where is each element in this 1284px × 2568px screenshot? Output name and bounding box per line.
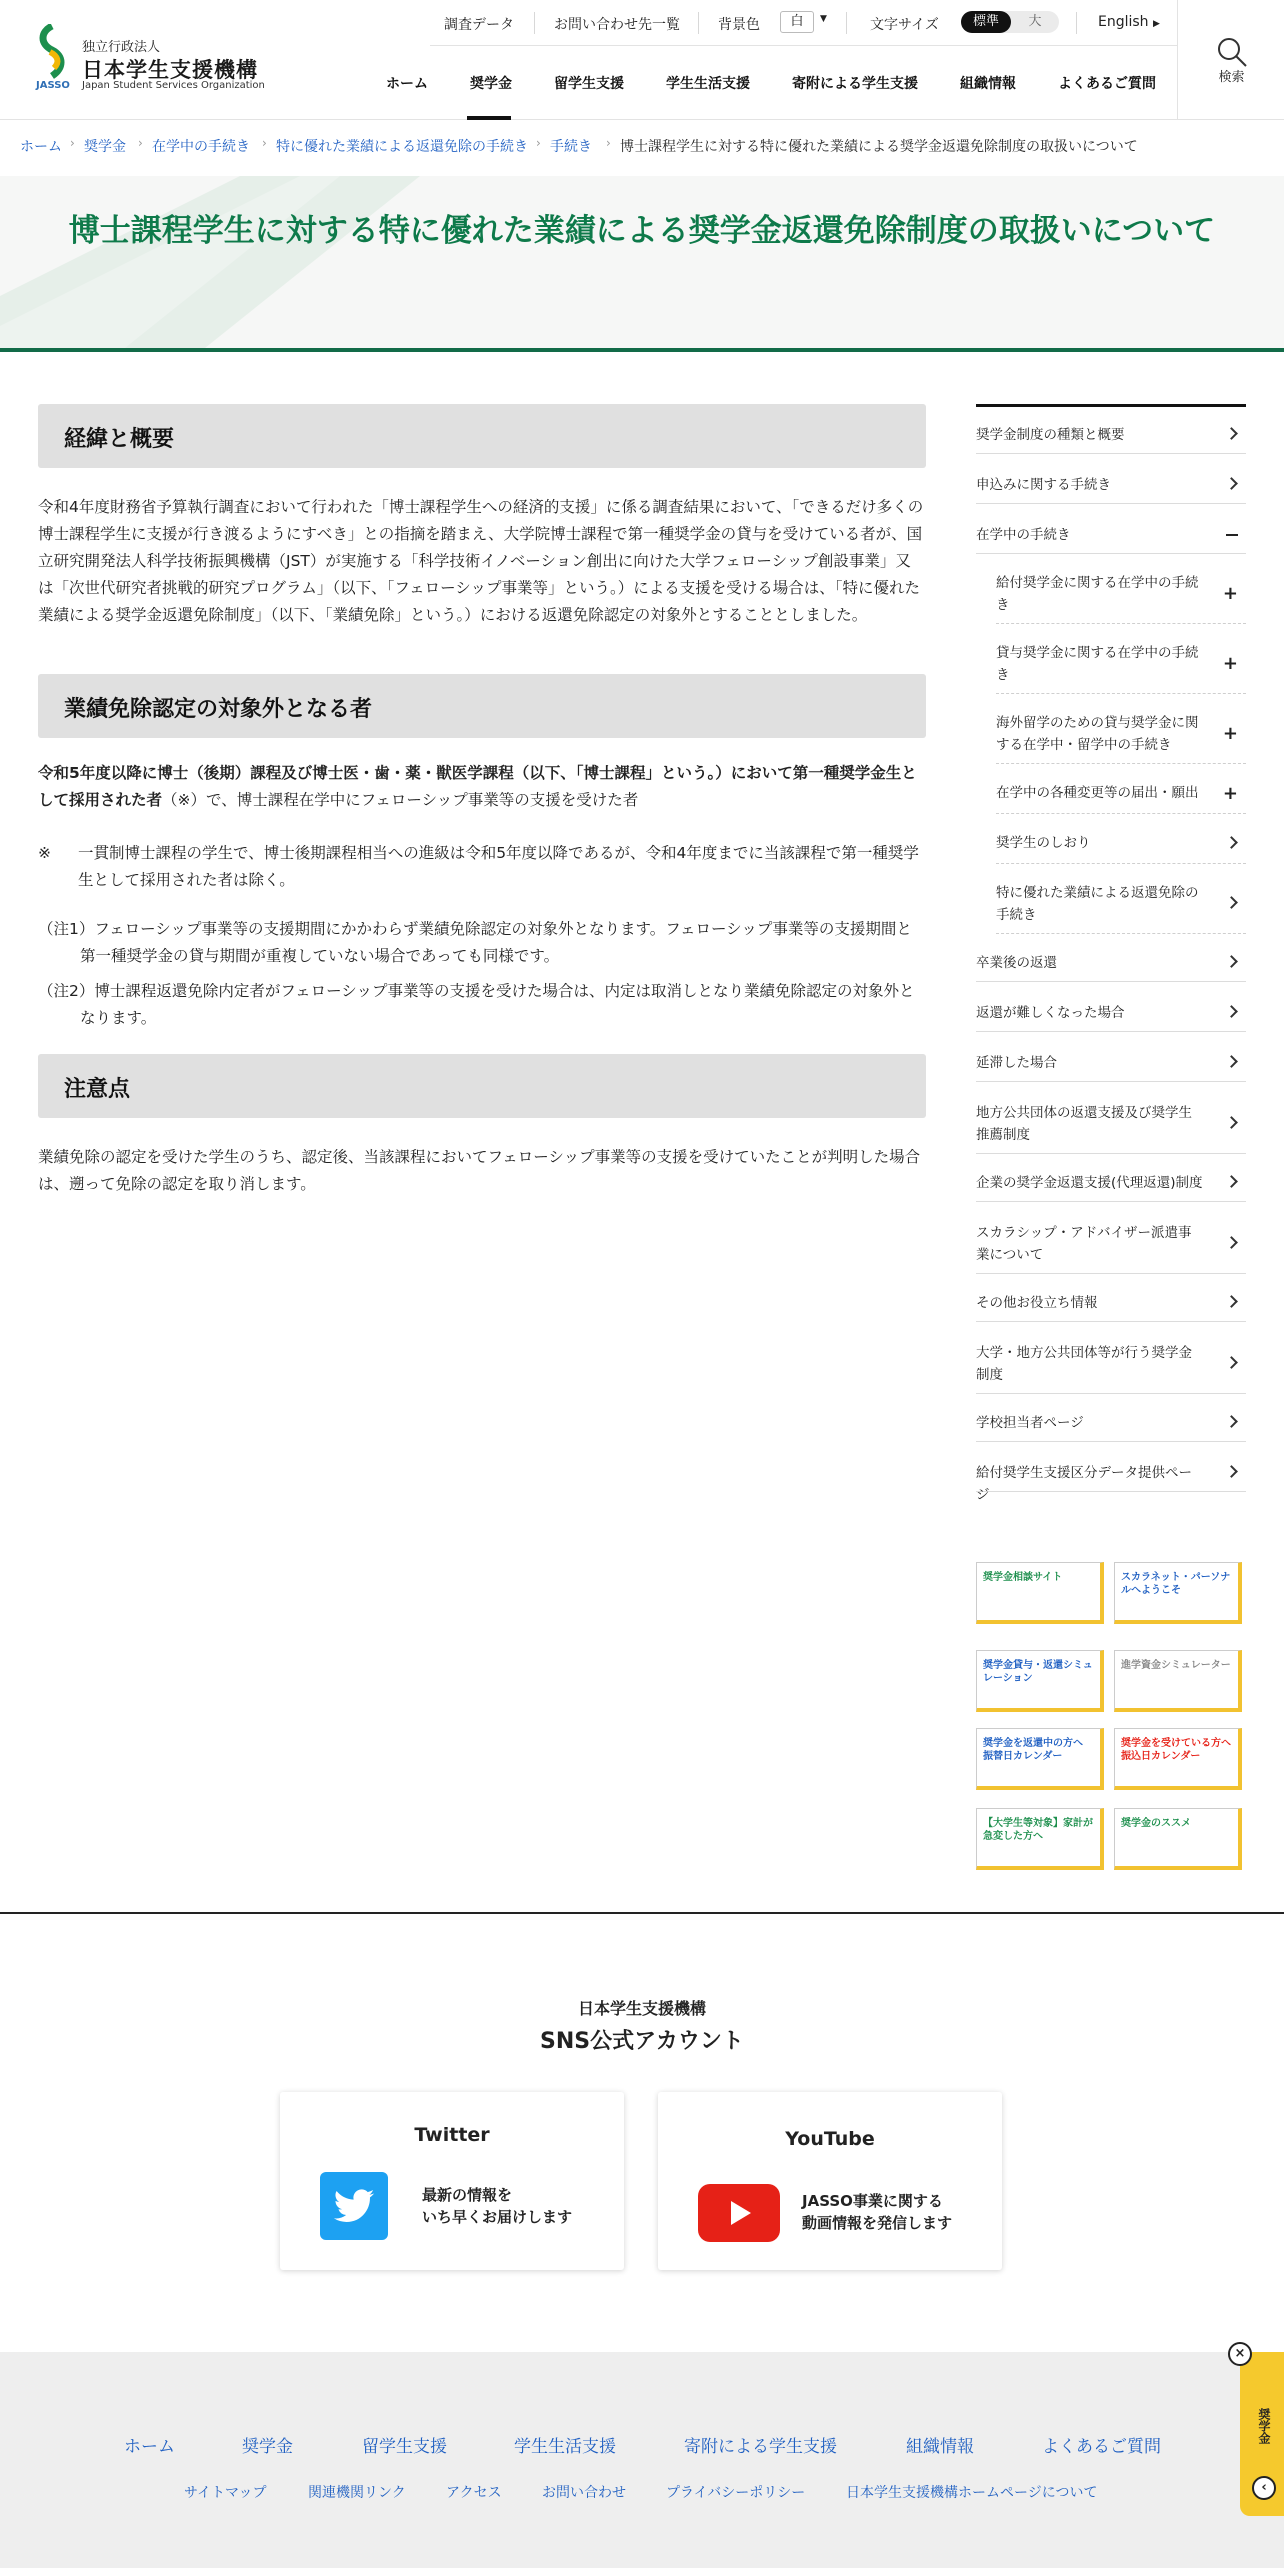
font-size-standard-button[interactable]: 標準 [961,11,1011,33]
youtube-card-text-1: JASSO事業に関する [802,2192,943,2210]
section-heading-caution: 注意点 [64,1077,131,1102]
promo-banner[interactable] [976,1808,1104,1870]
sidebar-item[interactable] [996,774,1246,814]
twitter-card[interactable] [280,2092,624,2270]
caret-right-icon: ▶ [1153,19,1160,29]
promo-banner-text: 進学資金シミュレーター [1121,1660,1231,1671]
english-label: English [1098,14,1149,30]
sidebar-item[interactable] [976,944,1246,982]
promo-banner[interactable] [1114,1650,1242,1712]
sidebar-item[interactable] [996,704,1246,764]
search-button[interactable] [1177,0,1284,120]
section-heading-excluded: 業績免除認定の対象外となる者 [64,697,373,722]
sidebar-item-label: 卒業後の返還 [976,955,1057,971]
gnav-international[interactable]: 留学生支援 [554,76,624,92]
promo-banner-text: 【大学生等対象】家計が急変した方へ [983,1818,1093,1842]
note1-paragraph: （注1）フェローシップ事業等の支援期間にかかわらず業績免除認定の対象外となります。フェローシップ事業等の支援期間と第一種奨学金の貸与期間が重複していない場合であっても同様です。 [38,920,912,965]
chevron-right-icon [1225,1175,1238,1188]
twitter-icon [320,2172,388,2240]
gnav-student-life[interactable]: 学生生活支援 [666,76,750,92]
util-divider [1076,12,1077,34]
chevron-right-icon [1225,1236,1238,1249]
promo-banner[interactable] [976,1728,1104,1790]
footer-contact-link[interactable]: お問い合わせ [542,2485,626,2501]
sidebar-item-label: 海外留学のための貸与奨学金に関する在学中・留学中の手続き [996,715,1199,753]
sidebar-item[interactable] [996,874,1246,934]
site-logo[interactable] [36,24,276,96]
hero-decoration [0,176,420,352]
plus-icon: + [1222,583,1238,604]
promo-banner-text: 奨学金を返還中の方へ 振替日カレンダー [983,1738,1083,1762]
logo-en-name: Japan Student Services Organization [82,80,265,91]
logo-title: 日本学生支援機構 [82,58,258,82]
sidebar-item-label: 特に優れた業績による返還免除の手続き [996,885,1199,923]
sidebar-item[interactable] [976,1164,1246,1202]
sidebar-item[interactable] [976,1044,1246,1082]
promo-banner-text: 奨学金を受けている方へ 振込日カレンダー [1121,1738,1231,1762]
breadcrumb-procedures[interactable]: 手続き [550,139,592,155]
youtube-card[interactable] [658,2092,1002,2270]
promo-banner[interactable] [1114,1808,1242,1870]
sidebar-item[interactable] [976,416,1246,454]
sidebar-item-label: その他お役立ち情報 [976,1295,1098,1311]
hero-underline [0,348,1284,352]
chevron-right-icon [1225,1295,1238,1308]
footer-privacy-link[interactable]: プライバシーポリシー [666,2485,806,2501]
logo-en-abbr: JASSO [36,80,70,91]
footer-nav-student-life[interactable]: 学生生活支援 [514,2437,616,2457]
sidebar-item-label: 給付奨学生支援区分データ提供ページ [976,1465,1192,1503]
sidebar-item-label: 学校担当者ページ [976,1415,1084,1431]
search-icon [1216,36,1248,68]
excluded-bold-text: 令和5年度以降に博士（後期）課程及び博士医・歯・薬・獣医学課程（以下、「博士課程」という。）において第一種奨学金生として採用された者 [38,764,917,809]
chevron-right-icon: › [262,136,267,150]
site-header [0,0,1284,120]
sidebar-item-label: 申込みに関する手続き [976,477,1111,493]
twitter-card-text-1: 最新の情報を [422,2186,513,2204]
sidebar-item-label: 企業の奨学金返還支援(代理返還)制度 [976,1175,1203,1191]
chevron-right-icon: › [70,136,75,150]
note2-paragraph: （注2）博士課程返還免除内定者がフェローシップ事業等の支援を受けた場合は、内定は取消しとなり業績免除認定の対象外となります。 [38,982,915,1027]
chevron-right-icon [1225,896,1238,909]
search-label: 検索 [1218,70,1245,85]
promo-banner[interactable] [1114,1562,1242,1624]
chevron-right-icon [1225,427,1238,440]
section-heading-background [38,674,926,738]
sns-subtitle: 日本学生支援機構 [577,1999,706,2018]
sidebar-item-label: スカラシップ・アドバイザー派遣事業について [976,1225,1192,1263]
chevron-right-icon [1225,1415,1238,1428]
sidebar-item-label: 在学中の手続き [976,527,1071,543]
twitter-card-text-2: いち早くお届けします [422,2208,573,2226]
footer-nav-organization[interactable]: 組織情報 [906,2437,974,2457]
section-heading-background [38,404,926,468]
chevron-right-icon [1225,955,1238,968]
collapse-arrow-icon[interactable]: ‹ [1252,2476,1276,2500]
caret-down-icon: ▼ [820,14,827,24]
sidebar-item[interactable] [976,1094,1246,1154]
util-divider [846,12,847,34]
sidebar-item-label: 貸与奨学金に関する在学中の手続き [996,645,1199,683]
jasso-logo-icon [36,24,68,80]
sidebar-item[interactable] [976,516,1246,554]
sidebar-item-label: 給付奨学金に関する在学中の手続き [996,575,1199,613]
chevron-right-icon: › [536,136,541,150]
caution-paragraph: 業績免除の認定を受けた学生のうち、認定後、当該課程においてフェローシップ事業等の支援を受けていたことが判明した場合は、遡って免除の認定を取り消します。 [38,1148,921,1193]
excluded-paragraph [38,760,926,814]
chevron-right-icon [1225,1116,1238,1129]
footer-access-link[interactable]: アクセス [446,2485,502,2501]
sidebar-item[interactable] [976,1404,1246,1442]
survey-data-link[interactable]: 調査データ [444,17,514,33]
utility-bar [430,0,1178,46]
font-size-large-button[interactable]: 大 [1028,14,1042,29]
youtube-card-title: YouTube [785,2128,875,2150]
sidebar-item[interactable] [996,824,1246,864]
sidebar-item[interactable] [996,634,1246,694]
page-hero [0,176,1284,352]
sidebar-item-label: 在学中の各種変更等の届出・願出 [996,785,1199,801]
sidebar-item-label: 奨学金制度の種類と概要 [976,427,1125,443]
breadcrumb-exemption-procedures[interactable]: 特に優れた業績による返還免除の手続き [276,139,528,155]
sns-title: SNS公式アカウント [540,2029,744,2054]
chevron-right-icon [1225,477,1238,490]
sidebar-item-label: 大学・地方公共団体等が行う奨学金制度 [976,1345,1192,1383]
sidebar-top-rule [976,404,1246,407]
overview-paragraph: 令和4年度財務省予算執行調査において行われた「博士課程学生への経済的支援」に係る調査結果において、「できるだけ多くの博士課程学生に支援が行き渡るようにすべき」との指摘を踏まえ、大学院博士課程で第一種奨学金の貸与を受けている者が、国立研究開発法人科学技術振興機構（JST）が実施する「科学技術イノベーション創出に向けた大学フェローシップ創設事業」又は「次世代研究者挑戦的研究プログラム」（以下、「フェローシップ事業等」という。）による支援を受ける場合は、「特に優れた業績による奨学金返還免除制度」（以下、「業績免除」という。）における返還免除認定の対象外とすることとしました。 [38,498,924,624]
chevron-right-icon [1225,1005,1238,1018]
sidebar-item[interactable] [976,1214,1246,1274]
plus-icon: + [1222,723,1238,744]
sidebar-item-label: 返還が難しくなった場合 [976,1005,1125,1021]
close-icon[interactable]: × [1228,2342,1252,2366]
twitter-card-title: Twitter [414,2124,490,2146]
promo-banner[interactable] [976,1562,1104,1624]
gnav-faq[interactable]: よくあるご質問 [1058,76,1156,92]
promo-banner-text: 奨学金貸与・返還シミュレーション [983,1660,1093,1684]
gnav-organization[interactable]: 組織情報 [960,76,1016,92]
floating-side-tab-label: 奨学金 [1257,2408,1271,2444]
youtube-card-text-2: 動画情報を発信します [802,2214,953,2232]
breadcrumb-enrolled-procedures[interactable]: 在学中の手続き [152,139,250,155]
footer-related-links[interactable]: 関連機関リンク [308,2485,406,2501]
bg-color-label: 背景色 [718,17,760,33]
gnav-scholarship[interactable]: 奨学金 [470,76,512,92]
minus-icon [1226,534,1238,536]
sidebar-item[interactable] [976,466,1246,504]
sidebar-item[interactable] [976,1334,1246,1394]
util-divider [534,12,535,34]
gnav-home[interactable]: ホーム [386,76,428,92]
breadcrumb-home[interactable]: ホーム [20,139,62,155]
global-nav [364,46,1178,120]
sns-divider [0,1912,1284,1914]
bg-color-select[interactable]: 白 [780,11,814,33]
chevron-right-icon: › [138,136,143,150]
promo-banner[interactable] [976,1650,1104,1712]
chevron-right-icon: › [606,136,611,150]
breadcrumb-scholarship[interactable]: 奨学金 [84,139,126,155]
note-paragraph: 一貫制博士課程の学生で、博士後期課程相当への進級は令和5年度以降であるが、令和4年度までに当該課程で第一種奨学生として採用された者は除く。 [78,844,919,889]
chevron-right-icon [1225,1356,1238,1369]
sidebar-item[interactable] [976,994,1246,1032]
sidebar-item[interactable] [996,564,1246,624]
footer-about-site-link[interactable]: 日本学生支援機構ホームページについて [846,2485,1098,2501]
site-footer [0,2352,1284,2568]
sidebar-item-label: 奨学生のしおり [996,835,1091,851]
promo-banner-text: 奨学金相談サイト [983,1572,1063,1583]
footer-nav-international[interactable]: 留学生支援 [362,2437,447,2457]
gnav-active-indicator [467,116,511,120]
promo-banner-text: 奨学金のススメ [1121,1818,1191,1829]
sidebar-item-label: 地方公共団体の返還支援及び奨学生推薦制度 [976,1105,1192,1143]
floating-side-tab[interactable] [1240,2352,1284,2516]
font-size-toggle [961,11,1059,33]
font-size-label: 文字サイズ [870,17,939,33]
english-link[interactable] [1098,14,1160,30]
logo-subtitle: 独立行政法人 [82,40,161,55]
sidebar-item[interactable] [976,1284,1246,1322]
promo-banner-text: スカラネット・パーソナルへようこそ [1121,1572,1231,1596]
promo-banner[interactable] [1114,1728,1242,1790]
footer-nav-scholarship[interactable]: 奨学金 [242,2437,293,2457]
footer-nav-faq[interactable]: よくあるご質問 [1042,2437,1161,2457]
footer-nav-home[interactable]: ホーム [124,2437,175,2457]
sidebar-item[interactable] [976,1454,1246,1503]
page-title: 博士課程学生に対する特に優れた業績による奨学金返還免除制度の取扱いについて [68,213,1216,249]
section-heading-overview: 経緯と概要 [64,427,175,452]
plus-icon: + [1222,783,1238,804]
note-asterisk: ※ [38,844,51,862]
excluded-tail-text: （※）で、博士課程在学中にフェローシップ事業等の支援を受けた者 [162,791,639,809]
footer-nav-donation[interactable]: 寄附による学生支援 [684,2437,837,2457]
util-divider [698,12,699,34]
chevron-right-icon [1225,1055,1238,1068]
footer-sitemap-link[interactable]: サイトマップ [184,2485,267,2501]
contact-list-link[interactable]: お問い合わせ先一覧 [554,17,680,33]
chevron-right-icon [1225,1465,1238,1478]
sidebar-item-label: 延滞した場合 [976,1055,1057,1071]
breadcrumb-current: 博士課程学生に対する特に優れた業績による奨学金返還免除制度の取扱いについて [620,139,1138,155]
chevron-right-icon [1225,836,1238,849]
section-heading-background [38,1054,926,1118]
gnav-donation[interactable]: 寄附による学生支援 [792,76,918,92]
youtube-icon [698,2184,780,2242]
plus-icon: + [1222,653,1238,674]
